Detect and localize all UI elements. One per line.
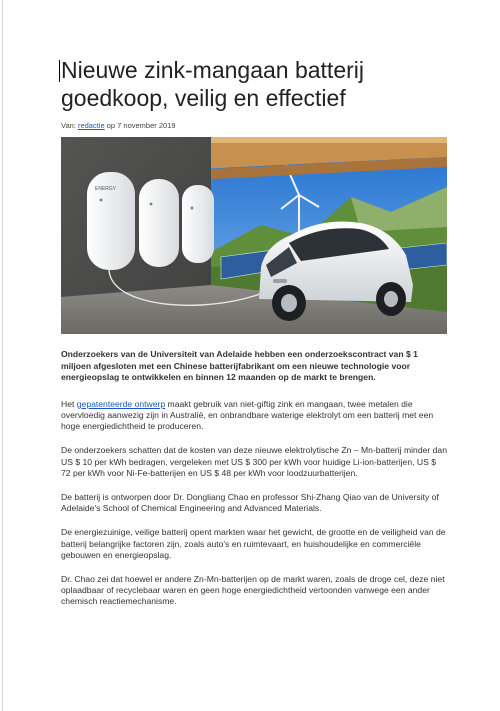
p1-before: Het (61, 398, 77, 409)
body-paragraph-2: De onderzoekers schatten dat de kosten van deze nieuwe elektrolytische Zn – Mn-batterij minder dan US $ 10 per kWh bedragen, vergeleken met US $ 300 per kWh voor huidige Li-ion-batterijen, US $ 72 per kWh voor Ni-Fe-batterijen en US $ 48 per kWh voor loodzuurbatterijen. (61, 445, 447, 478)
hero-image (61, 137, 447, 334)
body-paragraph-3: De batterij is ontworpen door Dr. Dongliang Chao en professor Shi-Zhang Qiao van de University of Adelaide's School of Chemical Engineering and Advanced Materials. (61, 492, 439, 514)
article-title (61, 56, 447, 112)
battery-brand-text: ENERGY (95, 186, 117, 192)
author-link[interactable]: redactie (77, 121, 105, 130)
patent-link[interactable]: gepatenteerde ontwerp (76, 398, 166, 409)
page-edge-rule (2, 0, 3, 711)
article (61, 56, 447, 608)
battery-module-3 (182, 185, 214, 263)
byline (61, 121, 447, 130)
text-cursor (59, 60, 60, 82)
byline-date: op 7 november 2019 (104, 121, 176, 130)
article-title-text: Nieuwe zink-mangaan batterij goedkoop, veilig en effectief (61, 57, 364, 111)
body-paragraph-1 (61, 399, 447, 433)
battery-module-2 (139, 179, 179, 267)
byline-prefix: Van: (61, 121, 78, 130)
body-paragraph-5: Dr. Chao zei dat hoewel er andere Zn-Mn-batterijen op de markt waren, zoals de droge cel, deze niet oplaadbaar of recyclebaar waren en geen hoge energiedichtheid vertoonden vanwege een ander chemisch reactiemechanisme. (61, 574, 445, 607)
lead-paragraph: Onderzoekers van de Universiteit van Adelaide hebben een onderzoekscontract van $ 1 miljoen afgesloten met een Chinese batterijfabrikant om een nieuwe technologie voor energieopslag te ontwikkelen en binnen 12 maanden op de markt te brengen. (61, 349, 418, 383)
body-paragraph-4: De energiezuinige, veilige batterij opent markten waar het gewicht, de grootte en de veiligheid van de batterij belangrijke factoren zijn, zoals auto's en ruimtevaart, en huishoudelijke en commerciële gebouwen en energieopslag. (61, 527, 446, 560)
p1-after: maakt gebruik van niet-giftig zink en mangaan, twee metalen die overvloedig aanwezig zijn in Australië, en onbrandbare waterige elektrolyt om een batterij met een hoge energiedichtheid te produceren. (61, 398, 434, 432)
